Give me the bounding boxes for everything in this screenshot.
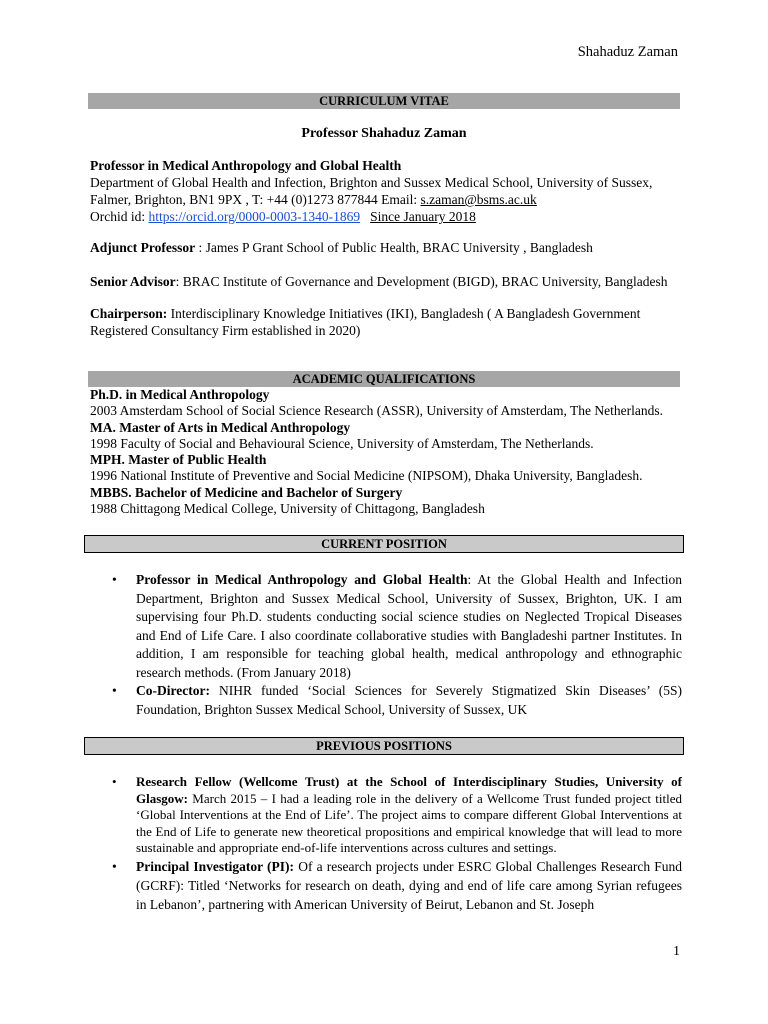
adjunct-line — [90, 239, 690, 256]
adjunct-text: James P Grant School of Public Health, BRAC University , Bangladesh — [205, 240, 593, 255]
research-fellow-text: March 2015 – I had a leading role in the delivery of a Wellcome Trust funded project titled ‘Global Interventions at the End of Life’. The project aims to compare different Global Interventions at the End of Life to generate new theoretical propositions and empirical knowledge that will lead to more sustainable and appropriate end-of-life interventions across cultures and settings. — [136, 790, 682, 855]
chairperson-label: Chairperson: — [90, 306, 168, 321]
dept-line-1: Department of Global Health and Infection, Brighton and Sussex Medical School, University of Sussex, — [90, 175, 653, 190]
orcid-since: Since January 2018 — [370, 209, 476, 224]
senior-advisor-line — [90, 273, 690, 290]
qual-detail: 1996 National Institute of Preventive and Social Medicine (NIPSOM), Dhaka University, Bangladesh. — [90, 468, 643, 484]
orcid-link[interactable]: https://orcid.org/0000-0003-1340-1869 — [148, 209, 361, 224]
research-fellow-title: Research Fellow (Wellcome Trust) at the School of Interdisciplinary Studies, University of Glasgow: — [136, 774, 682, 806]
bullet-icon: • — [112, 774, 117, 789]
previous-positions-band — [84, 737, 684, 755]
academic-band — [88, 371, 680, 387]
qualifications-list — [90, 387, 690, 517]
person-title: Professor Shahaduz Zaman — [301, 126, 467, 141]
previous-positions-list — [112, 774, 682, 914]
co-director-label: Co-Director: — [136, 683, 210, 698]
qual-degree: MBBS. Bachelor of Medicine and Bachelor of Surgery — [90, 484, 403, 500]
co-director-text: NIHR funded ‘Social Sciences for Severely Stigmatized Skin Diseases’ (5S) Foundation, Brighton Sussex Medical School, University of Sussex, UK — [136, 683, 682, 717]
chairperson-text: Interdisciplinary Knowledge Initiatives (IKI), Bangladesh ( A Bangladesh Government — [170, 306, 641, 321]
adjunct-label: Adjunct Professor — [90, 240, 196, 255]
orcid-line — [90, 208, 690, 225]
bullet-icon: • — [112, 683, 117, 698]
current-position-text: : At the Global Health and Infection Department, Brighton and Sussex Medical School, University of Sussex, Brighton, UK. I am supervising four Ph.D. students conducting social science studies on Neglected Tropical Diseases and End of Life Care. I also coordinate collaborative studies with Bangladeshi partner Institutes. In addition, I am responsible for teaching global health, medical anthropology and ethnographic research methods. (From January 2018) — [136, 572, 682, 680]
main-position-block — [90, 157, 690, 225]
qual-detail: 1998 Faculty of Social and Behavioural Science, University of Amsterdam, The Netherlands. — [90, 435, 594, 451]
qual-degree: MA. Master of Arts in Medical Anthropology — [90, 419, 351, 435]
senior-advisor-label: Senior Advisor — [90, 274, 176, 289]
bullet-icon: • — [112, 858, 117, 874]
header-name: Shahaduz Zaman — [577, 44, 678, 60]
adjunct-sep: : — [195, 240, 206, 255]
page-number: 1 — [673, 944, 680, 959]
list-item — [112, 682, 682, 719]
main-position-title: Professor in Medical Anthropology and Global Health — [90, 158, 402, 173]
pi-text: Of a research projects under ESRC Global Challenges Research Fund (GCRF): Titled ‘Networks for research on death, dying and end of life care among Syrian refugees in Lebanon’, partnering with American University of Beirut, Lebanon and St. Joseph — [136, 858, 682, 912]
email-link[interactable]: s.zaman@bsms.ac.uk — [420, 192, 537, 207]
academic-heading: ACADEMIC QUALIFICATIONS — [292, 372, 476, 386]
senior-advisor-text: BRAC Institute of Governance and Development (BIGD), BRAC University, Bangladesh — [182, 274, 668, 289]
cv-title-band — [88, 93, 680, 109]
pi-label: Principal Investigator (PI): — [136, 858, 295, 874]
current-positions-list — [112, 571, 682, 719]
orcid-label: Orchid id: — [90, 209, 149, 224]
list-item — [112, 571, 682, 682]
chairperson-block — [90, 305, 690, 339]
current-position-title: Professor in Medical Anthropology and Global Health — [136, 572, 468, 587]
qual-detail: 1988 Chittagong Medical College, University of Chittagong, Bangladesh — [90, 501, 485, 517]
cv-title: CURRICULUM VITAE — [319, 94, 449, 108]
qual-detail: 2003 Amsterdam School of Social Science Research (ASSR), University of Amsterdam, The Netherlands. — [90, 403, 664, 419]
previous-positions-heading: PREVIOUS POSITIONS — [316, 739, 452, 753]
address-phone: Falmer, Brighton, BN1 9PX , T: +44 (0)1273 877844 Email: — [90, 192, 421, 207]
dept-line-2 — [90, 191, 690, 208]
bullet-icon: • — [112, 572, 117, 587]
list-item — [112, 774, 682, 857]
chairperson-text-2: Registered Consultancy Firm established in 2020) — [90, 323, 361, 338]
senior-advisor-sep: : — [175, 274, 183, 289]
qual-degree: MPH. Master of Public Health — [90, 452, 267, 468]
current-position-band — [84, 535, 684, 553]
current-position-heading: CURRENT POSITION — [321, 537, 447, 551]
list-item — [112, 857, 682, 914]
qual-degree: Ph.D. in Medical Anthropology — [90, 387, 270, 402]
